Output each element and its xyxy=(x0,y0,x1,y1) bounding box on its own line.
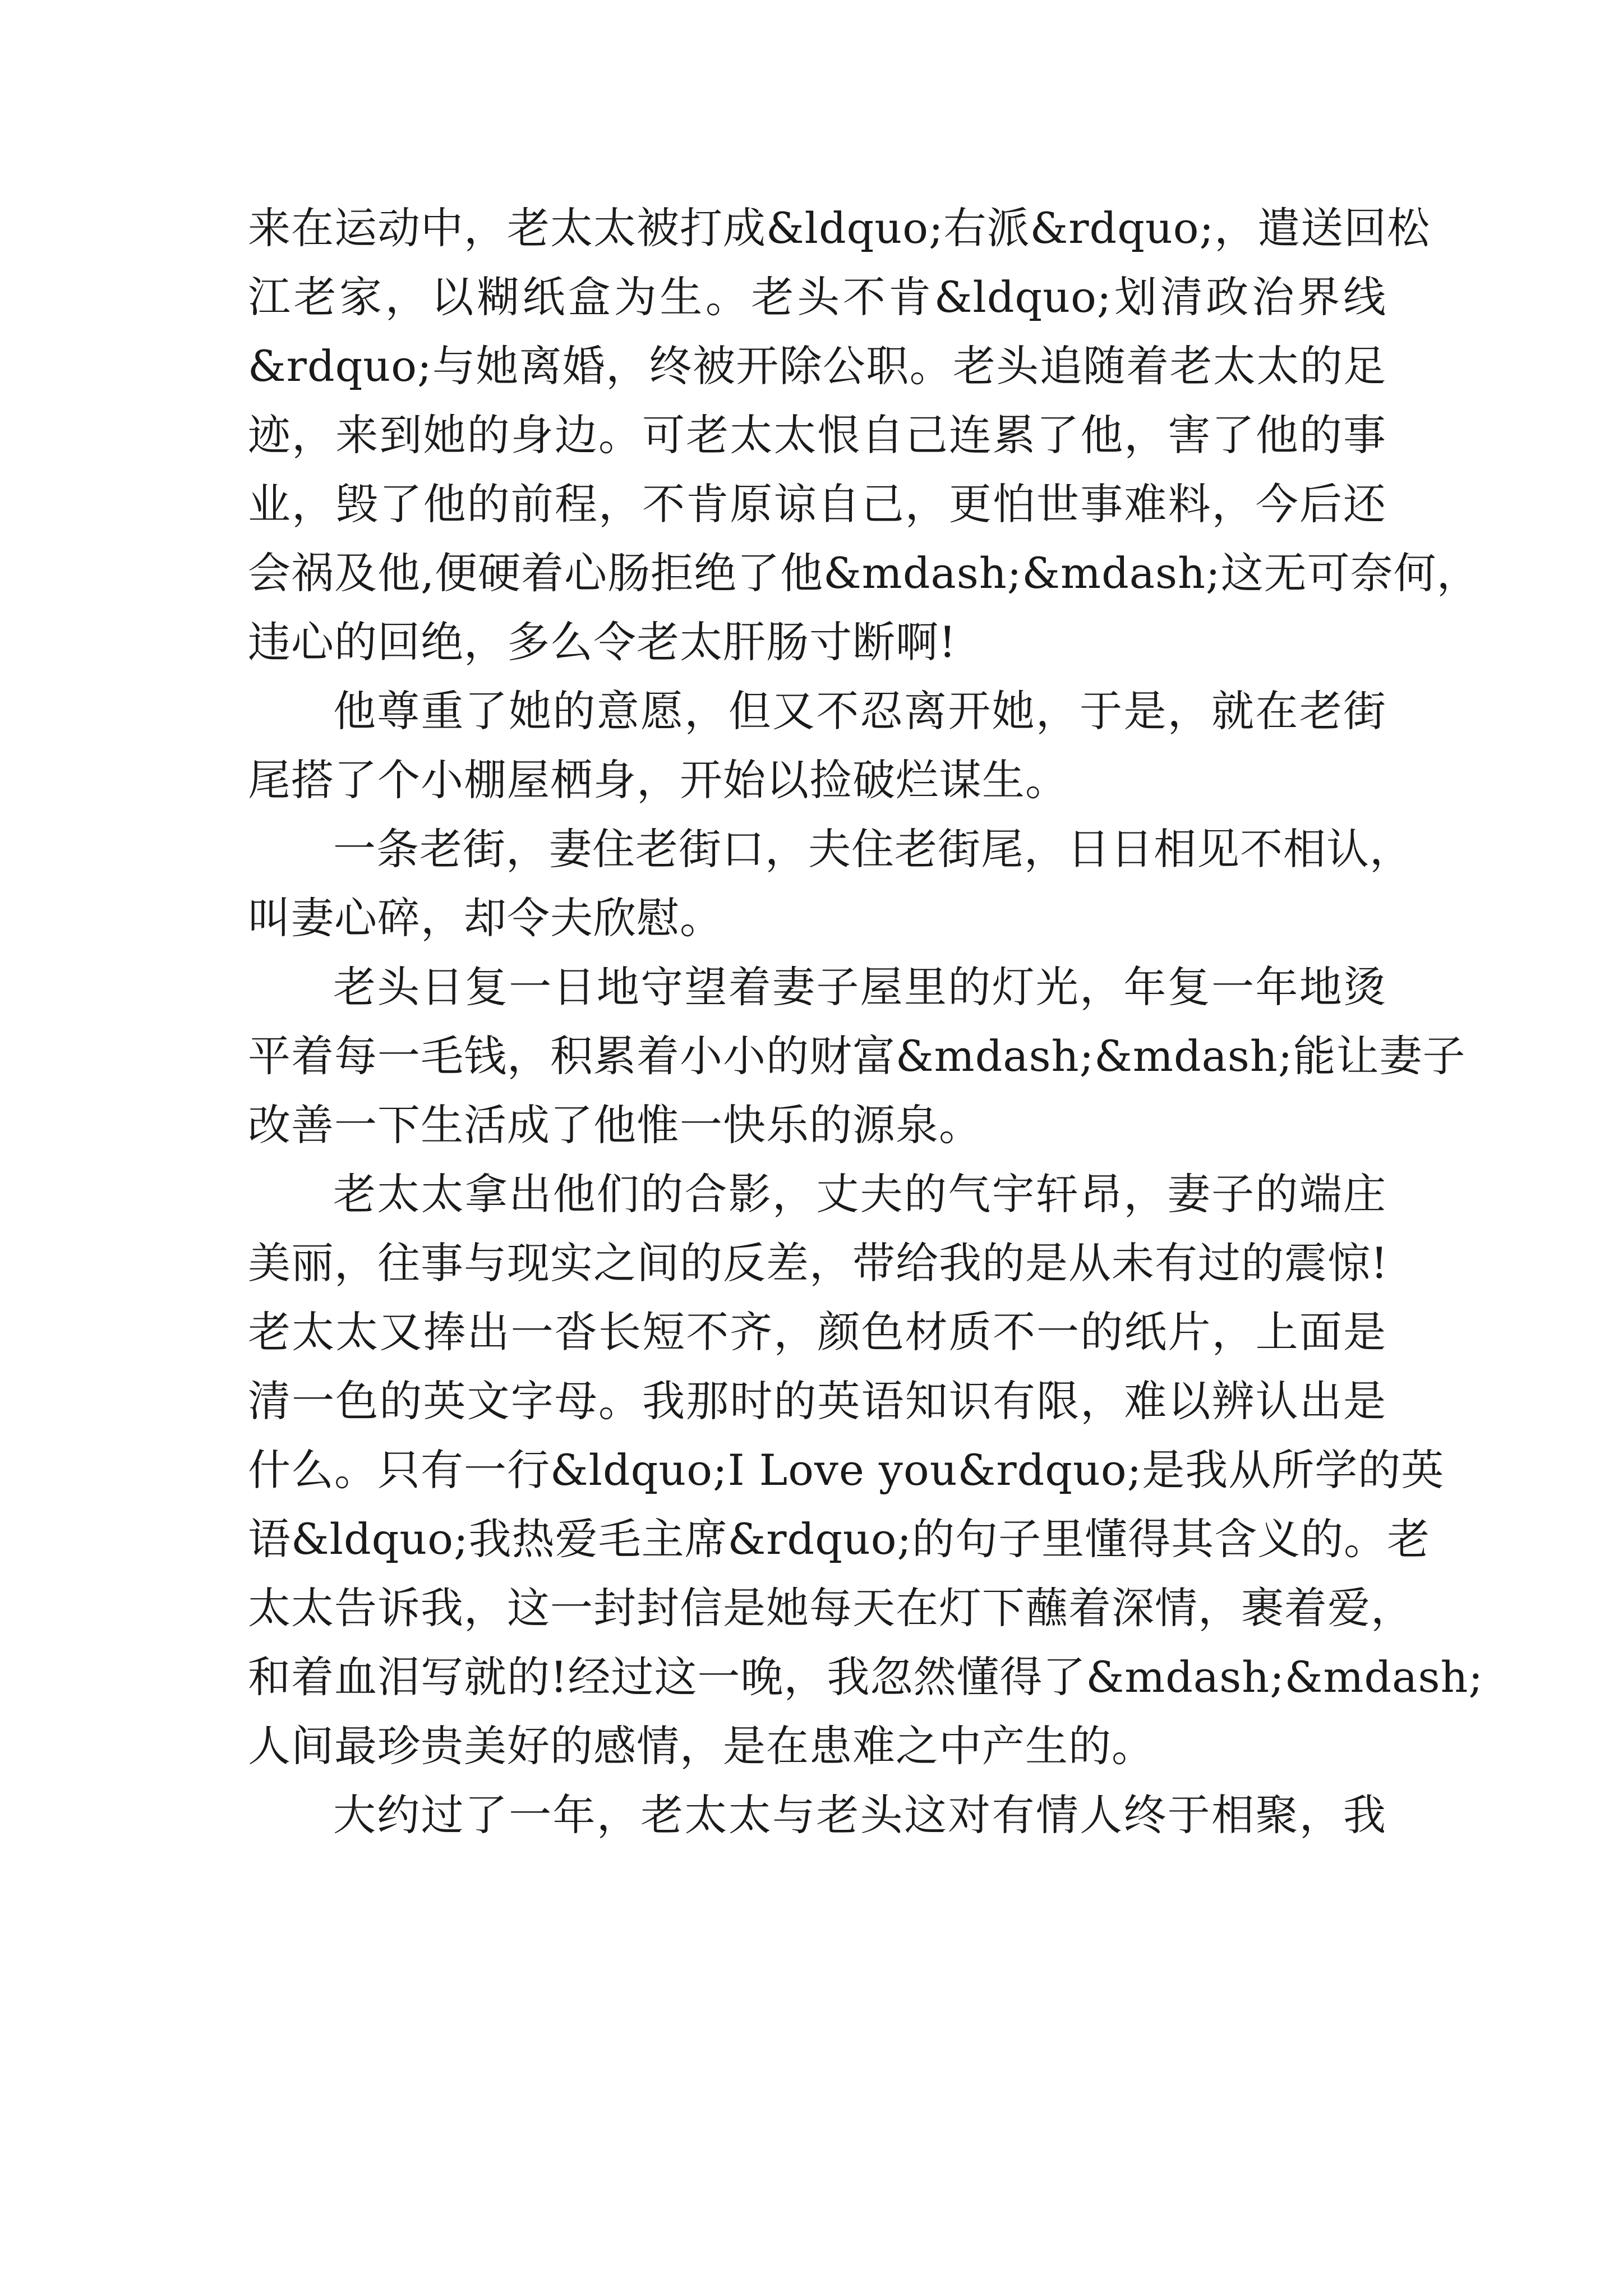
text-line: 业，毁了他的前程，不肯原谅自己，更怕世事难料，今后还 xyxy=(248,479,1386,529)
text-line: 来在运动中，老太太被打成&ldquo;右派&rdquo;，遣送回松 xyxy=(248,203,1431,253)
text-line: 他尊重了她的意愿，但又不忍离开她，于是，就在老街 xyxy=(333,686,1386,736)
text-line: 语&ldquo;我热爱毛主席&rdquo;的句子里懂得其含义的。老 xyxy=(248,1514,1431,1564)
text-line: 会祸及他,便硬着心肠拒绝了他&mdash;&mdash;这无可奈何， xyxy=(248,548,1480,598)
paragraph-1 xyxy=(248,194,1480,677)
text-line: 迹，来到她的身边。可老太太恨自己连累了他，害了他的事 xyxy=(248,410,1386,460)
text-line: 叫妻心碎，却令夫欣慰。 xyxy=(248,893,723,943)
text-line: 改善一下生活成了他惟一快乐的源泉。 xyxy=(248,1100,982,1150)
text-line: 太太告诉我，这一封封信是她每天在灯下蘸着深情，裹着爱， xyxy=(248,1583,1414,1633)
document-body xyxy=(248,194,1484,1849)
text-line: &rdquo;与她离婚，终被开除公职。老头追随着老太太的足 xyxy=(248,341,1386,391)
paragraph-2 xyxy=(248,677,1386,815)
text-line: 大约过了一年，老太太与老头这对有情人终于相聚，我 xyxy=(333,1790,1386,1840)
text-line: 违心的回绝，多么令老太肝肠寸断啊! xyxy=(248,617,957,667)
text-line: 什么。只有一行&ldquo;I Love you&rdquo;是我从所学的英 xyxy=(248,1445,1445,1495)
paragraph-3 xyxy=(248,815,1413,953)
paragraph-6 xyxy=(248,1780,1386,1849)
paragraph-4 xyxy=(248,953,1466,1159)
text-line: 老太太拿出他们的合影，丈夫的气宇轩昂，妻子的端庄 xyxy=(333,1169,1386,1219)
text-line: 老头日复一日地守望着妻子屋里的灯光，年复一年地烫 xyxy=(333,962,1386,1012)
text-line: 清一色的英文字母。我那时的英语知识有限，难以辨认出是 xyxy=(248,1376,1386,1426)
text-line: 尾搭了个小棚屋栖身，开始以捡破烂谋生。 xyxy=(248,755,1068,805)
text-line: 一条老街，妻住老街口，夫住老街尾，日日相见不相认， xyxy=(333,824,1413,874)
text-line: 江老家，以糊纸盒为生。老头不肯&ldquo;划清政治界线 xyxy=(248,272,1386,322)
text-line: 老太太又捧出一沓长短不齐，颜色材质不一的纸片，上面是 xyxy=(248,1307,1386,1357)
text-line: 人间最珍贵美好的感情，是在患难之中产生的。 xyxy=(248,1721,1155,1771)
text-line: 美丽，往事与现实之间的反差，带给我的是从未有过的震惊! xyxy=(248,1238,1389,1288)
paragraph-5 xyxy=(248,1159,1484,1780)
text-line: 和着血泪写就的!经过这一晚，我忽然懂得了&mdash;&mdash; xyxy=(248,1652,1484,1702)
text-line: 平着每一毛钱，积累着小小的财富&mdash;&mdash;能让妻子 xyxy=(248,1031,1466,1081)
